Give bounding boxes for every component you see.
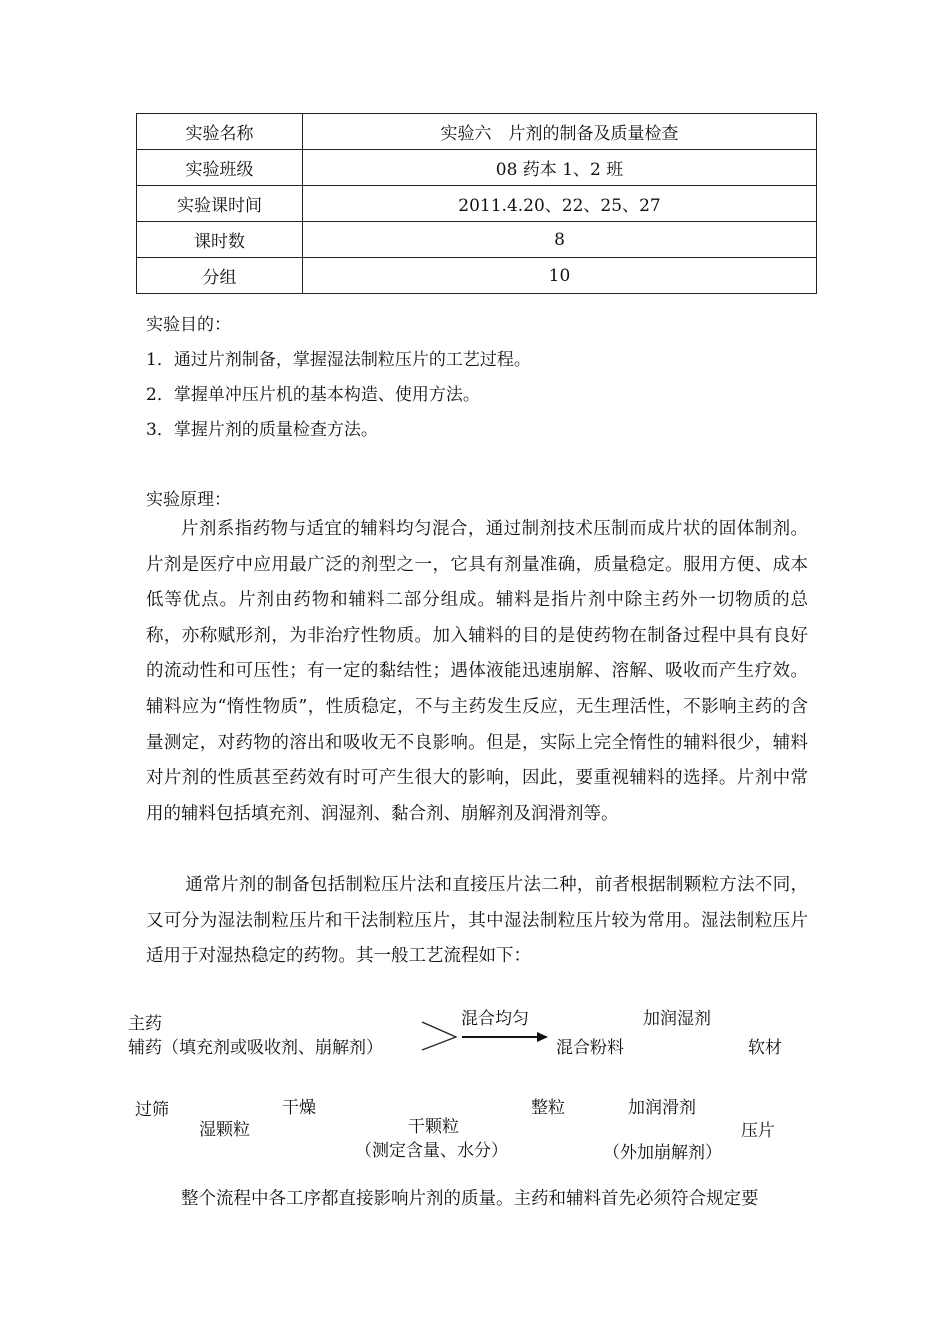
flow-dry: 干燥 — [282, 1098, 316, 1118]
row-label: 实验班级 — [137, 150, 303, 186]
row-value: 08 药本 1、2 班 — [303, 150, 817, 186]
row-value: 2011.4.20、22、25、27 — [303, 186, 817, 222]
row-value: 实验六 片剂的制备及质量检查 — [303, 114, 817, 150]
row-value: 10 — [303, 258, 817, 294]
flow-soft-material: 软材 — [748, 1038, 782, 1058]
objective-item: 3．掌握片剂的质量检查方法。 — [146, 420, 378, 440]
flow-main-drug: 主药 — [128, 1014, 162, 1034]
row-label: 实验课时间 — [137, 186, 303, 222]
flow-wet-granules: 湿颗粒 — [199, 1120, 250, 1140]
principle-paragraph-1: 片剂系指药物与适宜的辅料均匀混合，通过制剂技术压制而成片状的固体制剂。片剂是医疗中应用最广泛的剂型之一，它具有剂量准确，质量稳定。服用方便、成本低等优点。片剂由药物和辅料二部分组成。辅料是指片剂中除主药外一切物质的总称，亦称赋形剂，为非治疗性物质。加入辅料的目的是使药物在制备过程中具有良好的流动性和可压性；有一定的黏结性；遇体液能迅速崩解、溶解、吸收而产生疗效。辅料应为“惰性物质”，性质稳定，不与主药发生反应，无生理活性，不影响主药的含量测定，对药物的溶出和吸收无不良影响。但是，实际上完全惰性的辅料很少，辅料对片剂的性质甚至药效有时可产生很大的影响，因此，要重视辅料的选择。片剂中常用的辅料包括填充剂、润湿剂、黏合剂、崩解剂及润滑剂等。 — [146, 519, 808, 824]
principle-heading: 实验原理： — [146, 490, 231, 510]
flow-add-disintegrant: （外加崩解剂） — [603, 1143, 722, 1163]
objective-item: 1．通过片剂制备，掌握湿法制粒压片的工艺过程。 — [146, 350, 531, 370]
flow-add-lubricant: 加润滑剂 — [628, 1098, 696, 1118]
table-row — [137, 222, 817, 258]
flow-mixed-powder: 混合粉料 — [556, 1038, 624, 1058]
flow-tablet: 压片 — [741, 1121, 775, 1141]
row-label: 实验名称 — [137, 114, 303, 150]
flow-excipient: 辅药（填充剂或吸收剂、崩解剂） — [128, 1038, 383, 1058]
flow-sieve: 过筛 — [135, 1100, 169, 1120]
flow-add-wetting: 加润湿剂 — [643, 1009, 711, 1029]
flow-mix-uniform: 混合均匀 — [461, 1009, 529, 1029]
flow-size-granules: 整粒 — [531, 1098, 565, 1118]
principle-paragraph-2: 通常片剂的制备包括制粒压片法和直接压片法二种，前者根据制颗粒方法不同，又可分为湿法制粒压片和干法制粒压片，其中湿法制粒压片较为常用。湿法制粒压片适用于对湿热稳定的药物。其一般工艺流程如下： — [146, 875, 808, 967]
row-label: 分组 — [137, 258, 303, 294]
table-row — [137, 150, 817, 186]
flow-measure: （测定含量、水分） — [355, 1141, 508, 1161]
table-row — [137, 114, 817, 150]
row-label: 课时数 — [137, 222, 303, 258]
experiment-info-table — [136, 113, 817, 294]
objective-item: 2．掌握单冲压片机的基本构造、使用方法。 — [146, 385, 480, 405]
table-row — [137, 186, 817, 222]
flow-dry-granules: 干颗粒 — [408, 1117, 459, 1137]
table-row — [137, 258, 817, 294]
closing-paragraph: 整个流程中各工序都直接影响片剂的质量。主药和辅料首先必须符合规定要 — [181, 1189, 759, 1209]
objectives-heading: 实验目的： — [146, 315, 231, 335]
row-value: 8 — [303, 222, 817, 258]
